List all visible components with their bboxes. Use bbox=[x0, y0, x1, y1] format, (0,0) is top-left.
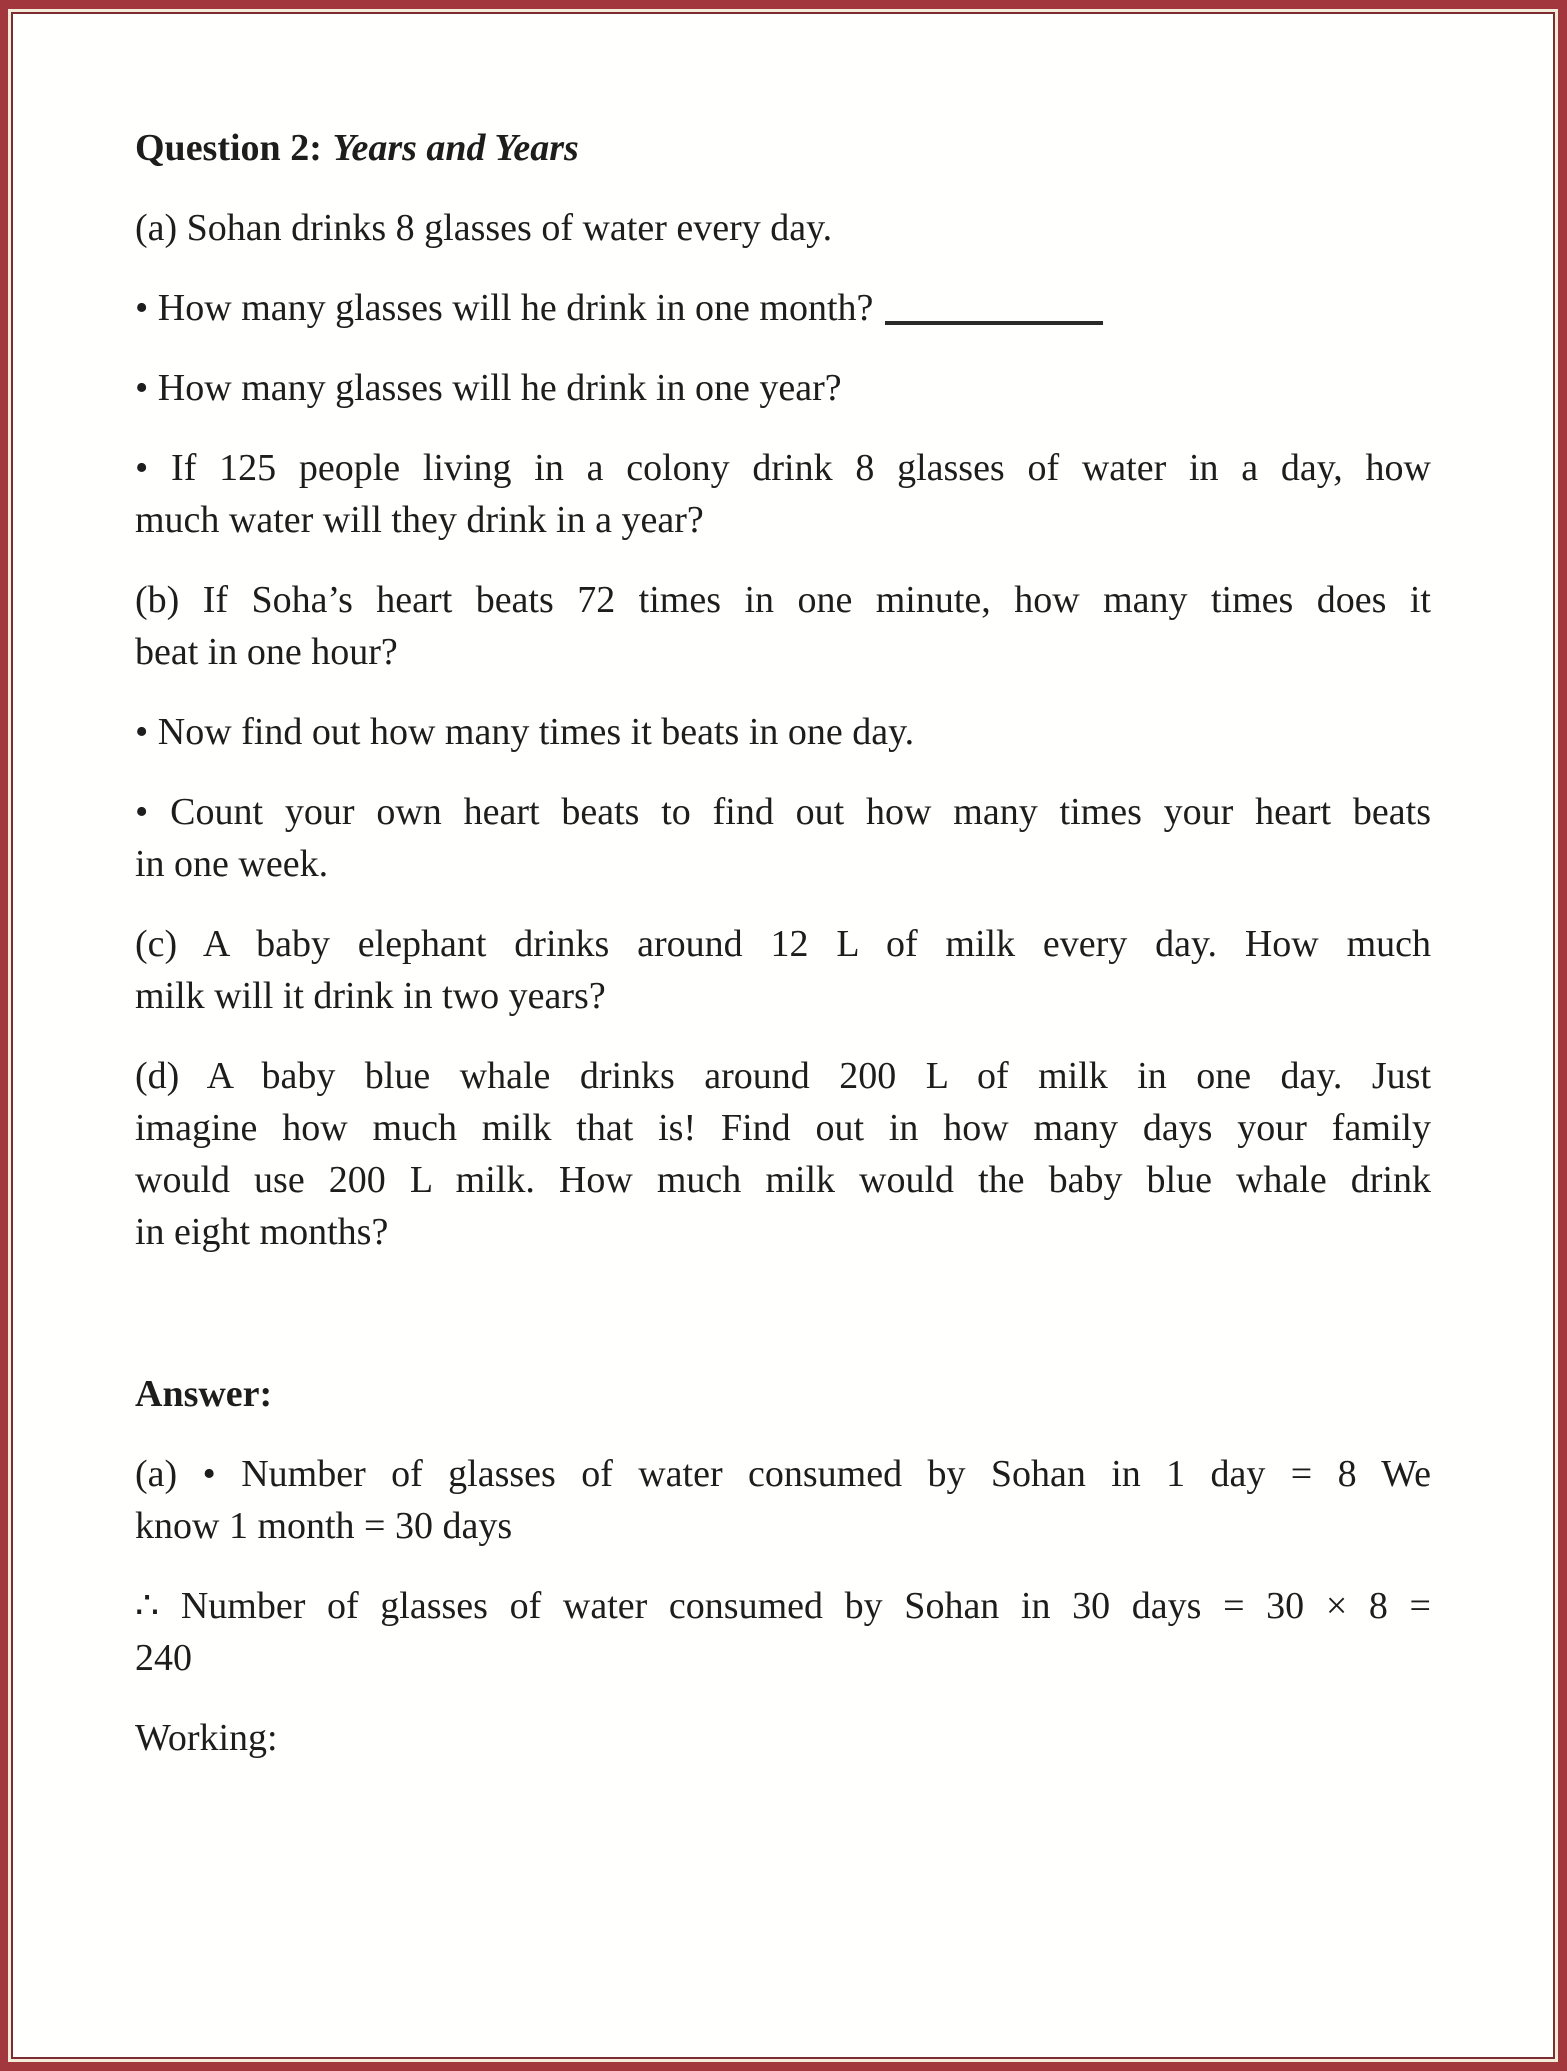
text-line: would use 200 L milk. How much milk would the baby blue whale drink bbox=[135, 1159, 1431, 1201]
text-line: (a) • Number of glasses of water consumed by Sohan in 1 day = 8 We bbox=[135, 1453, 1431, 1495]
working-label bbox=[135, 1712, 1431, 1764]
question-paragraph-d bbox=[135, 1050, 1431, 1258]
question-title bbox=[135, 122, 1431, 174]
text-line: • If 125 people living in a colony drink 8 glasses of water in a day, how bbox=[135, 447, 1431, 489]
question-bullet-day bbox=[135, 706, 1431, 758]
answer-paragraph-a bbox=[135, 1448, 1431, 1552]
question-title-topic: Years and Years bbox=[332, 127, 579, 169]
text-line: much water will they drink in a year? bbox=[135, 499, 704, 541]
question-paragraph-b bbox=[135, 574, 1431, 678]
answer-paragraph-therefore bbox=[135, 1580, 1431, 1684]
text-line: 240 bbox=[135, 1637, 192, 1679]
question-title-prefix: Question 2: bbox=[135, 127, 322, 169]
text-line: imagine how much milk that is! Find out in how many days your family bbox=[135, 1107, 1431, 1149]
worksheet-page bbox=[11, 12, 1555, 2059]
text-line: beat in one hour? bbox=[135, 631, 398, 673]
text-line: (d) A baby blue whale drinks around 200 L of milk in one day. Just bbox=[135, 1055, 1431, 1097]
question-paragraph-a bbox=[135, 202, 1431, 254]
question-bullet-colony bbox=[135, 442, 1431, 546]
text-line: (b) If Soha’s heart beats 72 times in one minute, how many times does it bbox=[135, 579, 1431, 621]
text-line: • How many glasses will he drink in one year? bbox=[135, 367, 842, 409]
text-line: know 1 month = 30 days bbox=[135, 1505, 513, 1547]
text-line: ∴ Number of glasses of water consumed by Sohan in 30 days = 30 × 8 = bbox=[135, 1585, 1431, 1627]
text-line: in eight months? bbox=[135, 1211, 389, 1253]
text-line: (c) A baby elephant drinks around 12 L of milk every day. How much bbox=[135, 923, 1431, 965]
fill-in-blank-line bbox=[885, 321, 1103, 325]
text-line-with-blank bbox=[135, 282, 1431, 334]
question-bullet-week bbox=[135, 786, 1431, 890]
text-line: (a) Sohan drinks 8 glasses of water every day. bbox=[135, 207, 833, 249]
text-line: • Count your own heart beats to find out how many times your heart beats bbox=[135, 791, 1431, 833]
bullet-text: • How many glasses will he drink in one month? bbox=[135, 287, 874, 329]
text-line: Working: bbox=[135, 1717, 278, 1759]
text-line: milk will it drink in two years? bbox=[135, 975, 606, 1017]
frame-inner-gap bbox=[8, 9, 1558, 2062]
question-paragraph-c bbox=[135, 918, 1431, 1022]
text-line: • Now find out how many times it beats in one day. bbox=[135, 711, 915, 753]
text-line: in one week. bbox=[135, 843, 329, 885]
question-bullet-year bbox=[135, 362, 1431, 414]
answer-heading: Answer: bbox=[135, 1373, 273, 1415]
question-bullet-month bbox=[135, 282, 1431, 334]
